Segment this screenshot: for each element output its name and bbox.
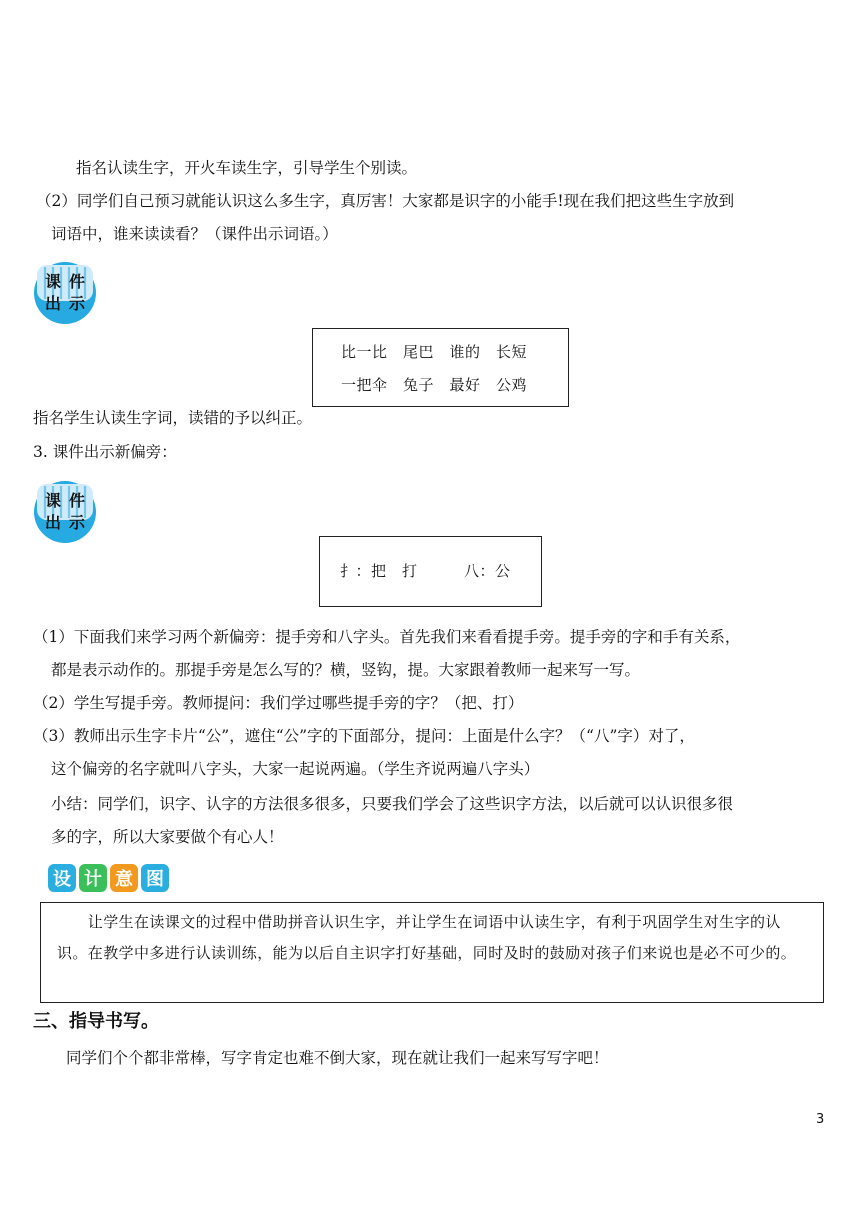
paragraph: （3）教师出示生字卡片“公”，遮住“公”字的下面部分，提问：上面是什么字？（“八”字）对了， <box>33 727 695 745</box>
paragraph: 指名认读生字，开火车读生字，引导学生个别读。 <box>76 159 418 177</box>
design-tag-char: 图 <box>141 864 169 892</box>
word-box-line: 一把伞 兔子 最好 公鸡 <box>341 376 528 394</box>
badge-char: 出 <box>44 294 62 313</box>
word-box-line: 比一比 尾巴 谁的 长短 <box>341 343 528 361</box>
paragraph: 都是表示动作的。那提手旁是怎么写的？横，竖钩，提。大家跟着教师一起来写一写。 <box>51 661 641 679</box>
design-tag-char: 设 <box>48 864 76 892</box>
design-intent-tag <box>48 864 169 892</box>
paragraph: 同学们个个都非常棒，写字肯定也难不倒大家，现在就让我们一起来写写字吧！ <box>66 1049 609 1067</box>
radical-box <box>319 536 542 607</box>
design-intent-box <box>40 902 824 1003</box>
design-tag-char: 计 <box>79 864 107 892</box>
paragraph: 词语中，谁来读读看？（课件出示词语。） <box>51 225 338 243</box>
word-box <box>312 328 569 407</box>
paragraph: 3. 课件出示新偏旁： <box>33 443 177 461</box>
design-tag-char: 意 <box>110 864 138 892</box>
badge-char: 出 <box>44 513 62 532</box>
badge-char: 件 <box>68 272 86 291</box>
paragraph: 指名学生认读生字词，读错的予以纠正。 <box>33 409 313 427</box>
paragraph: （2）同学们自己预习就能认识这么多生字，真厉害！大家都是识字的小能手!现在我们把这些生字放到 <box>36 192 735 210</box>
badge-char: 示 <box>68 513 86 532</box>
design-intent-text: 让学生在读课文的过程中借助拼音认识生字，并让学生在词语中认读生字，有利于巩固学生对生字的认识。在教学中多进行认读训练，能为以后自主识字打好基础，同时及时的鼓励对孩子们来说也是必不可少的。 <box>57 913 797 962</box>
paragraph: （2）学生写提手旁。教师提问：我们学过哪些提手旁的字？（把、打） <box>33 694 524 712</box>
courseware-badge-icon <box>33 480 97 544</box>
courseware-badge-icon <box>33 261 97 325</box>
paragraph: （1）下面我们来学习两个新偏旁：提手旁和八字头。首先我们来看看提手旁。提手旁的字和手有关系， <box>33 628 741 646</box>
summary: 多的字，所以大家要做个有心人！ <box>51 828 284 846</box>
page-number: 3 <box>816 1112 825 1127</box>
badge-char: 课 <box>44 272 62 291</box>
radical-box-line: 扌：把 打 八：公 <box>340 562 511 580</box>
badge-char: 课 <box>44 491 62 510</box>
section-heading: 三、指导书写。 <box>33 1011 159 1032</box>
summary: 小结：同学们，识字、认字的方法很多很多，只要我们学会了这些识字方法，以后就可以认识很多很 <box>51 795 734 813</box>
paragraph: 这个偏旁的名字就叫八字头，大家一起说两遍。（学生齐说两遍八字头） <box>51 760 540 778</box>
badge-char: 示 <box>68 294 86 313</box>
badge-char: 件 <box>68 491 86 510</box>
